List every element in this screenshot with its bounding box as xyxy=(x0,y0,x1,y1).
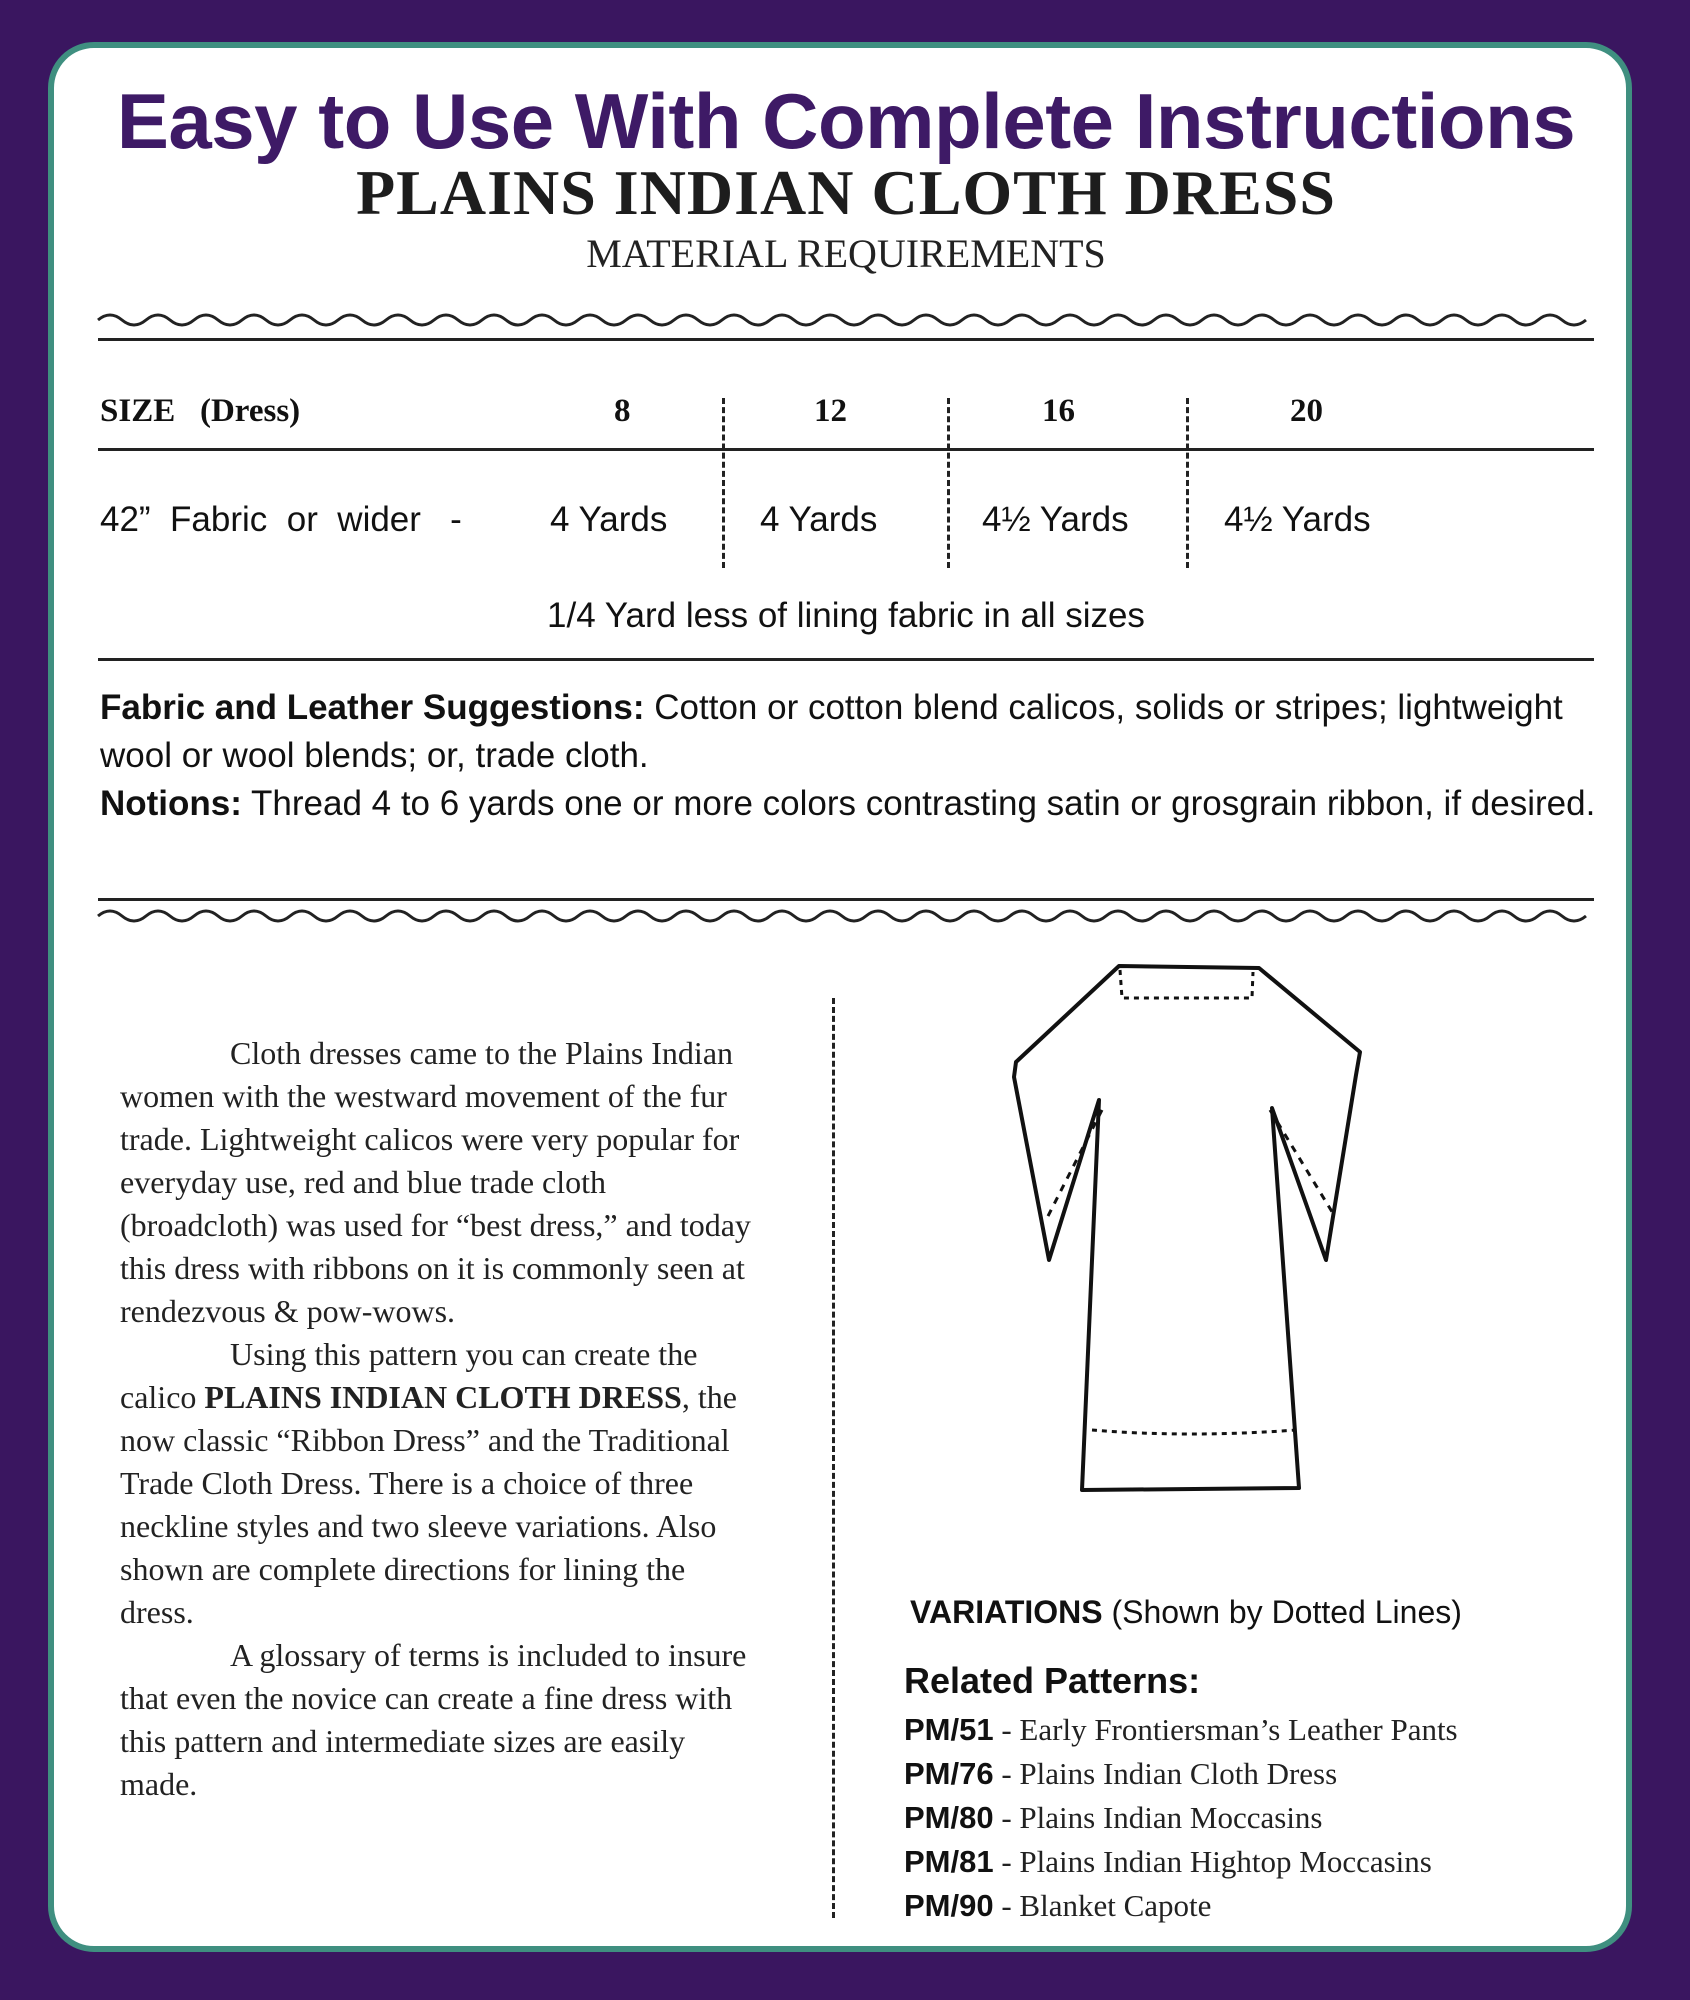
column-separator xyxy=(722,398,725,568)
description-text: Using this pattern you can create the calico xyxy=(120,1336,698,1415)
description-text: , the now classic “Ribbon Dress” and the Traditional Trade Cloth Dress. There is a choice of three neckline styles and two sleeve variations. Also shown are complete directions for lining the dress. xyxy=(120,1379,737,1630)
wavy-divider-bottom xyxy=(98,906,1594,926)
pattern-code: PM/90 xyxy=(904,1888,994,1923)
size-8: 8 xyxy=(614,393,631,429)
description-paragraph: Cloth dresses came to the Plains Indian women with the westward movement of the fur trade. Lightweight calicos were very popular for everyday use, red and blue trade cloth (broadcloth) was used for “best dress,” and today this dress with ribbons on it is commonly seen at rendezvous & pow-wows. xyxy=(120,1035,751,1329)
description xyxy=(120,1032,760,1806)
list-item xyxy=(904,1708,1458,1752)
size-12: 12 xyxy=(814,393,847,429)
pattern-code: PM/81 xyxy=(904,1844,994,1879)
list-item xyxy=(904,1752,1458,1796)
size-20: 20 xyxy=(1290,393,1323,429)
table-header-line xyxy=(98,448,1594,451)
variations-caption xyxy=(910,1594,1462,1631)
pattern-name: - Plains Indian Hightop Moccasins xyxy=(993,1844,1432,1879)
dress-illustration xyxy=(1004,960,1474,1620)
column-separator-vertical xyxy=(832,998,835,1918)
divider-line xyxy=(98,658,1594,661)
headline: Easy to Use With Complete Instructions xyxy=(116,77,1576,165)
list-item xyxy=(904,1796,1458,1840)
pattern-code: PM/80 xyxy=(904,1800,994,1835)
size-row-label: SIZE (Dress) xyxy=(100,393,301,429)
notions-label: Notions: xyxy=(100,784,242,823)
section-title: MATERIAL REQUIREMENTS xyxy=(586,231,1106,276)
variations-note: (Shown by Dotted Lines) xyxy=(1102,1594,1462,1630)
list-item xyxy=(904,1884,1458,1928)
fabric-suggestions-label: Fabric and Leather Suggestions: xyxy=(100,688,645,727)
variations-label: VARIATIONS xyxy=(910,1594,1103,1630)
column-separator xyxy=(947,398,950,568)
lining-note: 1/4 Yard less of lining fabric in all sizes xyxy=(547,596,1145,635)
content-panel xyxy=(48,42,1632,1952)
yardage-12: 4 Yards xyxy=(760,500,878,539)
size-16: 16 xyxy=(1042,393,1075,429)
fabric-suggestions-text: Cotton or cotton blend calicos, solids or stripes; lightweight wool or wool blends; or, trade cloth. xyxy=(100,688,1563,775)
related-patterns-title: Related Patterns: xyxy=(904,1660,1201,1701)
divider-line xyxy=(98,898,1594,901)
yardage-16: 4½ Yards xyxy=(982,500,1129,539)
suggestions-block xyxy=(100,684,1600,828)
description-paragraph xyxy=(120,1333,760,1634)
column-separator xyxy=(1186,398,1189,568)
notions-text: Thread 4 to 6 yards one or more colors contrasting satin or grosgrain ribbon, if desired. xyxy=(241,784,1596,823)
pattern-name: - Plains Indian Moccasins xyxy=(993,1800,1323,1835)
pattern-code: PM/76 xyxy=(904,1756,994,1791)
related-patterns-list xyxy=(904,1708,1458,1928)
fabric-suggestions xyxy=(100,684,1600,780)
list-item xyxy=(904,1840,1458,1884)
yardage-20: 4½ Yards xyxy=(1224,500,1371,539)
pattern-name: - Blanket Capote xyxy=(993,1888,1212,1923)
yardage-8: 4 Yards xyxy=(550,500,668,539)
page-title: PLAINS INDIAN CLOTH DRESS xyxy=(356,157,1336,228)
wavy-divider-top xyxy=(98,310,1594,330)
fabric-width-label: 42” Fabric or wider - xyxy=(100,500,462,539)
pattern-code: PM/51 xyxy=(904,1712,994,1747)
pattern-name: - Early Frontiersman’s Leather Pants xyxy=(993,1712,1458,1747)
pattern-name: - Plains Indian Cloth Dress xyxy=(993,1756,1338,1791)
description-paragraph: A glossary of terms is included to insure that even the novice can create a fine dress with this pattern and intermediate sizes are easily made. xyxy=(120,1637,747,1802)
pattern-name: PLAINS INDIAN CLOTH DRESS xyxy=(204,1379,682,1415)
notions xyxy=(100,780,1600,828)
divider-line xyxy=(98,338,1594,341)
